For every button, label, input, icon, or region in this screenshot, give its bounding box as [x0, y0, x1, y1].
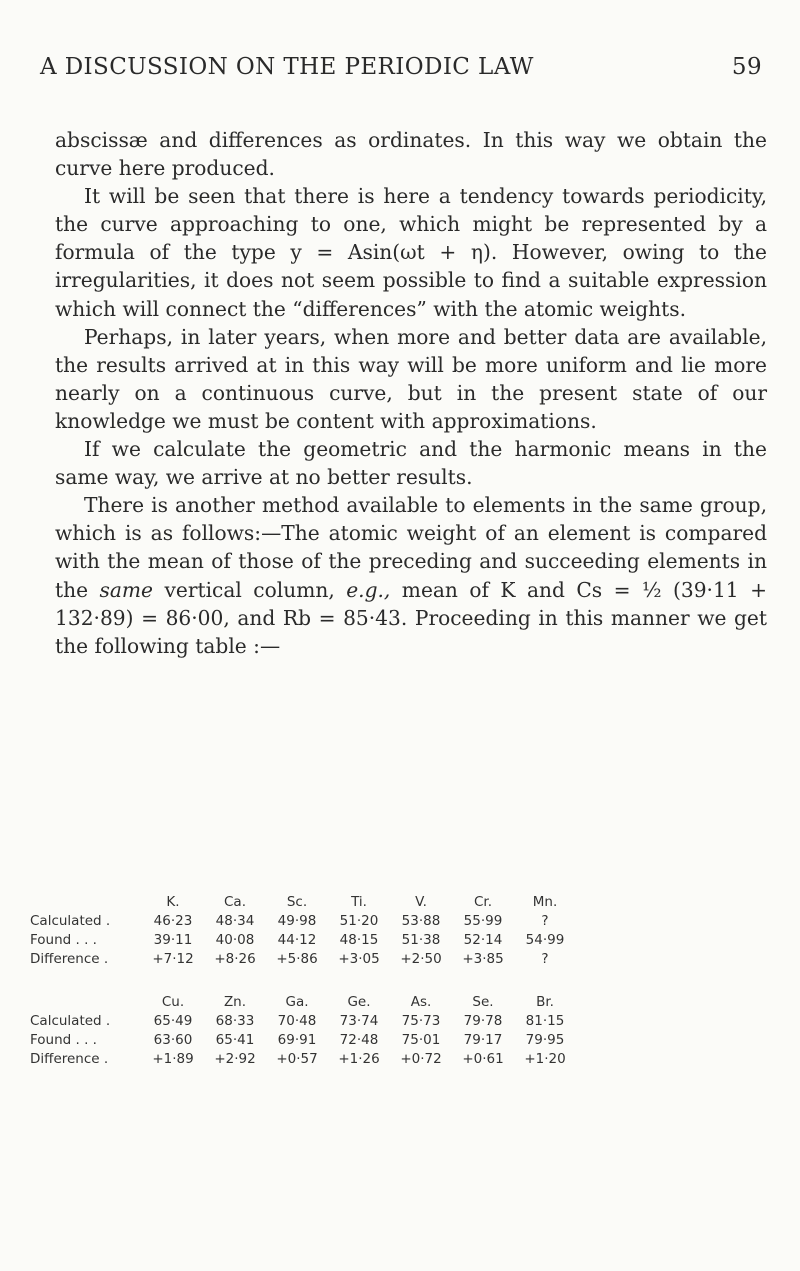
row-label: Calculated .: [30, 912, 111, 929]
table-cell: +0·72: [400, 1050, 442, 1067]
table-cell: +7·12: [152, 950, 194, 967]
column-header: Ge.: [347, 994, 371, 1010]
table-cell: 48·34: [215, 912, 255, 929]
table-row: [30, 911, 576, 930]
column-header: Mn.: [532, 894, 558, 910]
paragraph-5: [55, 491, 767, 660]
table-cell: +3·85: [462, 950, 504, 967]
paragraph-3: Perhaps, in later years, when more and better data are available, the results arrived at in this way will be more uniform and lie more nearly on a continuous curve, but in the present state of our knowledge we must be content with approximations.: [55, 324, 767, 433]
column-header: K.: [166, 894, 180, 910]
table-cell: 40·08: [215, 931, 255, 948]
column-header: Ga.: [285, 994, 309, 1010]
column-header: Cu.: [161, 994, 185, 1010]
table-cell: 79·78: [463, 1012, 503, 1029]
table-cell: +2·92: [214, 1050, 256, 1067]
table-cell: 75·73: [401, 1012, 441, 1029]
table-cell: +8·26: [214, 950, 256, 967]
table-cell: +1·26: [338, 1050, 380, 1067]
paragraph-1: abscissæ and differences as ordinates. In this way we obtain the curve here produced.: [55, 128, 767, 181]
table-cell: 81·15: [525, 1012, 565, 1029]
table-row: [30, 1011, 576, 1030]
paragraph-5-part-c: mean of K and Cs = ½ (39·11 + 132·89) = 86·00, and Rb = 85·43. Proceeding in this manner we get the following table :—: [55, 577, 768, 658]
table-cell: 55·99: [463, 912, 503, 929]
table-cell: 39·11: [153, 931, 193, 948]
table-cell: 51·20: [339, 912, 379, 929]
table-cell: +5·86: [276, 950, 318, 967]
table-header-row: [30, 993, 576, 1011]
table-cell: +0·57: [276, 1050, 318, 1067]
table-cell: 65·41: [215, 1031, 255, 1048]
table-row: [30, 1030, 576, 1049]
table-cell: 79·95: [525, 1031, 565, 1048]
row-label: Difference .: [30, 1050, 109, 1067]
row-label: Calculated .: [30, 1012, 111, 1029]
table-second-group: [30, 993, 576, 1068]
table-cell: 52·14: [463, 931, 503, 948]
column-header: Ti.: [351, 894, 367, 910]
row-label: Found . . .: [30, 931, 97, 948]
body-text: [55, 126, 767, 660]
table-cell: ?: [541, 912, 549, 929]
row-label: Difference .: [30, 950, 109, 967]
table-cell: 68·33: [215, 1012, 255, 1029]
table-cell: 48·15: [339, 931, 379, 948]
paragraph-5-part-a: There is another method available to elements in the same group, which is as follows:—The atomic weight of an element is compared with the mean of those of the preceding and succeeding elements in the: [55, 493, 767, 602]
running-title: A DISCUSSION ON THE PERIODIC LAW: [40, 54, 534, 80]
table-cell: 70·48: [277, 1012, 317, 1029]
column-header: Se.: [472, 994, 494, 1010]
page-number: 59: [731, 54, 762, 80]
table-row: [30, 930, 576, 949]
table-cell: 63·60: [153, 1031, 193, 1048]
table-cell: +0·61: [462, 1050, 504, 1067]
column-header: Br.: [536, 994, 554, 1010]
paragraph-2: It will be seen that there is here a tendency towards periodicity, the curve approaching to one, which might be represented by a formula of the type y = Asin(ωt + η). However, owing to the irregularities, it does not seem possible to find a suitable expression which will connect the “differences” with the atomic weights.: [55, 184, 767, 321]
table-first-group: [30, 893, 576, 968]
column-header: V.: [415, 894, 427, 910]
table-cell: 54·99: [525, 931, 565, 948]
table-cell: 46·23: [153, 912, 193, 929]
table-cell: 72·48: [339, 1031, 379, 1048]
column-header: Sc.: [286, 894, 308, 910]
table-cell: 69·91: [277, 1031, 317, 1048]
table-cell: 44·12: [277, 931, 317, 948]
table-cell: 75·01: [401, 1031, 441, 1048]
table-cell: 53·88: [401, 912, 441, 929]
column-header: As.: [410, 994, 432, 1010]
table-cell: 51·38: [401, 931, 441, 948]
emphasis-eg: e.g.,: [346, 577, 391, 602]
table-cell: 79·17: [463, 1031, 503, 1048]
column-header: Ca.: [224, 894, 246, 910]
table-cell: +3·05: [338, 950, 380, 967]
table-row: [30, 949, 576, 968]
table-cell: +2·50: [400, 950, 442, 967]
table-cell: 65·49: [153, 1012, 193, 1029]
paragraph-5-part-b: vertical column,: [164, 577, 335, 602]
table-row: [30, 1049, 576, 1068]
table-cell: ?: [541, 950, 549, 967]
column-header: Zn.: [223, 994, 247, 1010]
table-cell: 49·98: [277, 912, 317, 929]
paragraph-4: If we calculate the geometric and the harmonic means in the same way, we arrive at no better results.: [55, 437, 767, 490]
column-header: Cr.: [473, 894, 493, 910]
emphasis-same: same: [99, 577, 154, 602]
table-cell: +1·89: [152, 1050, 194, 1067]
table-cell: +1·20: [524, 1050, 566, 1067]
table-cell: 73·74: [339, 1012, 379, 1029]
table-header-row: [30, 893, 576, 911]
row-label: Found . . .: [30, 1031, 97, 1048]
